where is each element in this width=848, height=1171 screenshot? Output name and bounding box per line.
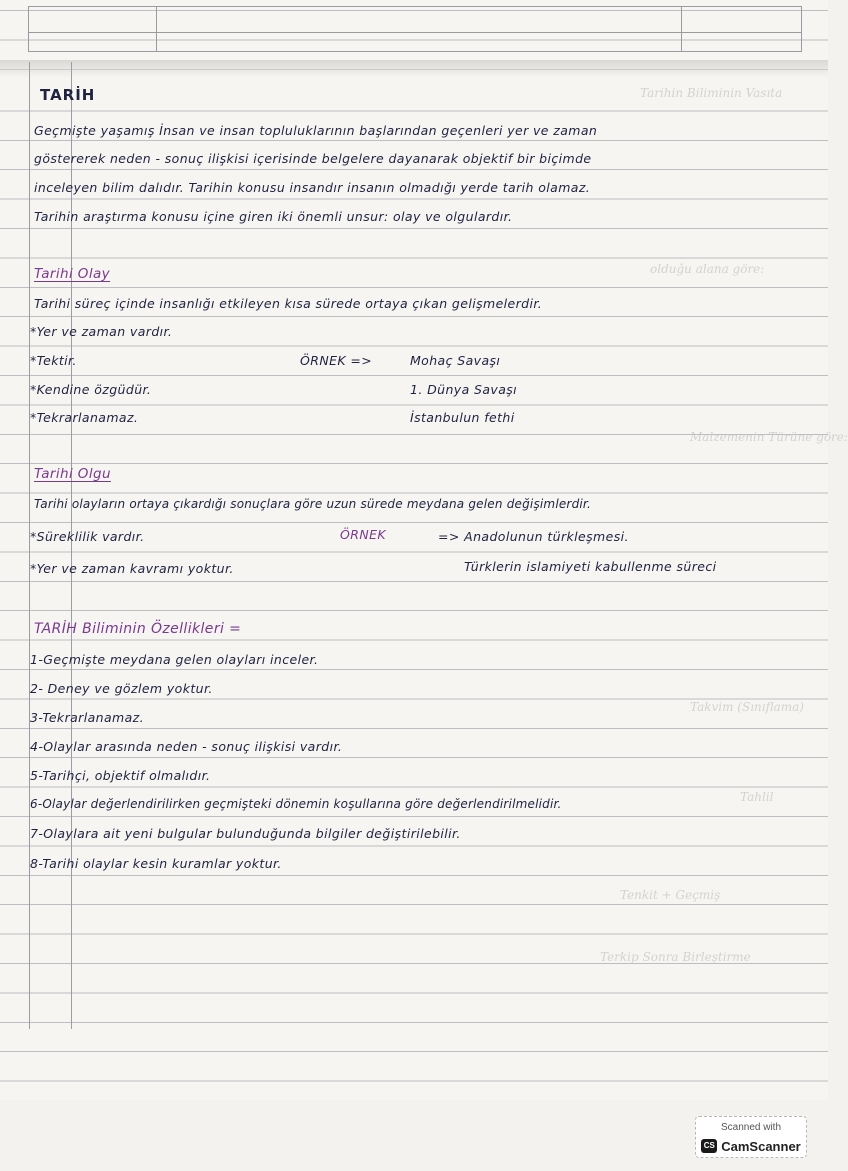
olay-bullet: *Yer ve zaman vardır. bbox=[30, 324, 173, 339]
scanned-with-text: Scanned with bbox=[720, 1122, 782, 1133]
bleed-through-text: Malzemenin Türüne göre: bbox=[690, 430, 848, 444]
feature-item: 1-Geçmişte meydana gelen olayları inceler. bbox=[30, 652, 319, 667]
feature-item: 3-Tekrarlanamaz. bbox=[30, 710, 144, 725]
feature-item: 8-Tarihi olaylar kesin kuramlar yoktur. bbox=[30, 856, 282, 871]
margin-line-inner bbox=[71, 62, 72, 1029]
bleed-through-text: Takvim (Sınıflama) bbox=[690, 700, 804, 714]
camscanner-name: CamScanner bbox=[721, 1138, 801, 1154]
olgu-bullet: *Yer ve zaman kavramı yoktur. bbox=[30, 561, 234, 576]
feature-item: 6-Olaylar değerlendirilirken geçmişteki dönemin koşullarına göre değerlendirilmelidir. bbox=[30, 797, 562, 811]
olay-bullet: *Tektir. bbox=[30, 353, 77, 368]
section-title-tarihi-olay: Tarihi Olay bbox=[34, 266, 111, 282]
feature-item: 7-Olaylara ait yeni bulgular bulunduğunda bilgiler değiştirilebilir. bbox=[30, 826, 461, 841]
section-title-tarih: TARİH bbox=[40, 86, 96, 104]
example-item: Mohaç Savaşı bbox=[410, 353, 501, 368]
feature-item: 5-Tarihçi, objektif olmalıdır. bbox=[30, 768, 211, 783]
feature-item: 4-Olaylar arasında neden - sonuç ilişkisi vardır. bbox=[30, 739, 343, 754]
example-label: ÖRNEK bbox=[340, 527, 386, 542]
example-label: ÖRNEK => bbox=[300, 353, 373, 368]
header-grid bbox=[28, 6, 802, 52]
olgu-bullet: *Süreklilik vardır. bbox=[30, 529, 145, 544]
margin-line-left bbox=[29, 62, 30, 1029]
example-item: İstanbulun fethi bbox=[410, 410, 515, 425]
section-title-tarih-biliminin-ozellikleri: TARİH Biliminin Özellikleri = bbox=[34, 621, 242, 637]
definition-line: göstererek neden - sonuç ilişkisi içerisinde belgelere dayanarak objektif bir biçimde bbox=[34, 151, 592, 166]
example-item: => Anadolunun türkleşmesi. bbox=[438, 529, 629, 544]
bleed-through-text: olduğu alana göre: bbox=[650, 262, 765, 276]
camscanner-watermark bbox=[695, 1116, 807, 1158]
cs-logo-icon: CS bbox=[701, 1139, 717, 1153]
definition-line: Geçmişte yaşamış İnsan ve insan topluluklarının başlarından geçenleri yer ve zaman bbox=[34, 123, 598, 138]
olay-bullet: *Kendine özgüdür. bbox=[30, 382, 152, 397]
example-item: 1. Dünya Savaşı bbox=[410, 382, 518, 397]
page-shadow bbox=[0, 60, 828, 78]
definition-line: inceleyen bilim dalıdır. Tarihin konusu insandır insanın olmadığı yerde tarih olamaz. bbox=[34, 180, 591, 195]
bleed-through-text: Terkip Sonra Birleştirme bbox=[600, 950, 751, 964]
definition-line: Tarihin araştırma konusu içine giren iki önemli unsur: olay ve olgulardır. bbox=[34, 209, 513, 224]
bleed-through-text: Tahlil bbox=[740, 790, 774, 804]
camscanner-brand bbox=[701, 1139, 800, 1154]
section-title-tarihi-olgu: Tarihi Olgu bbox=[34, 466, 111, 482]
bleed-through-text: Tenkit + Geçmiş bbox=[620, 888, 721, 902]
feature-item: 2- Deney ve gözlem yoktur. bbox=[30, 681, 213, 696]
olay-definition: Tarihi süreç içinde insanlığı etkileyen kısa sürede ortaya çıkan gelişmelerdir. bbox=[34, 296, 543, 311]
bleed-through-text: Tarihin Biliminin Vasıta bbox=[640, 86, 783, 100]
example-item: Türklerin islamiyeti kabullenme süreci bbox=[464, 559, 717, 574]
olay-bullet: *Tekrarlanamaz. bbox=[30, 410, 139, 425]
olgu-definition: Tarihi olayların ortaya çıkardığı sonuçlara göre uzun sürede meydana gelen değişimlerdir. bbox=[34, 497, 591, 511]
